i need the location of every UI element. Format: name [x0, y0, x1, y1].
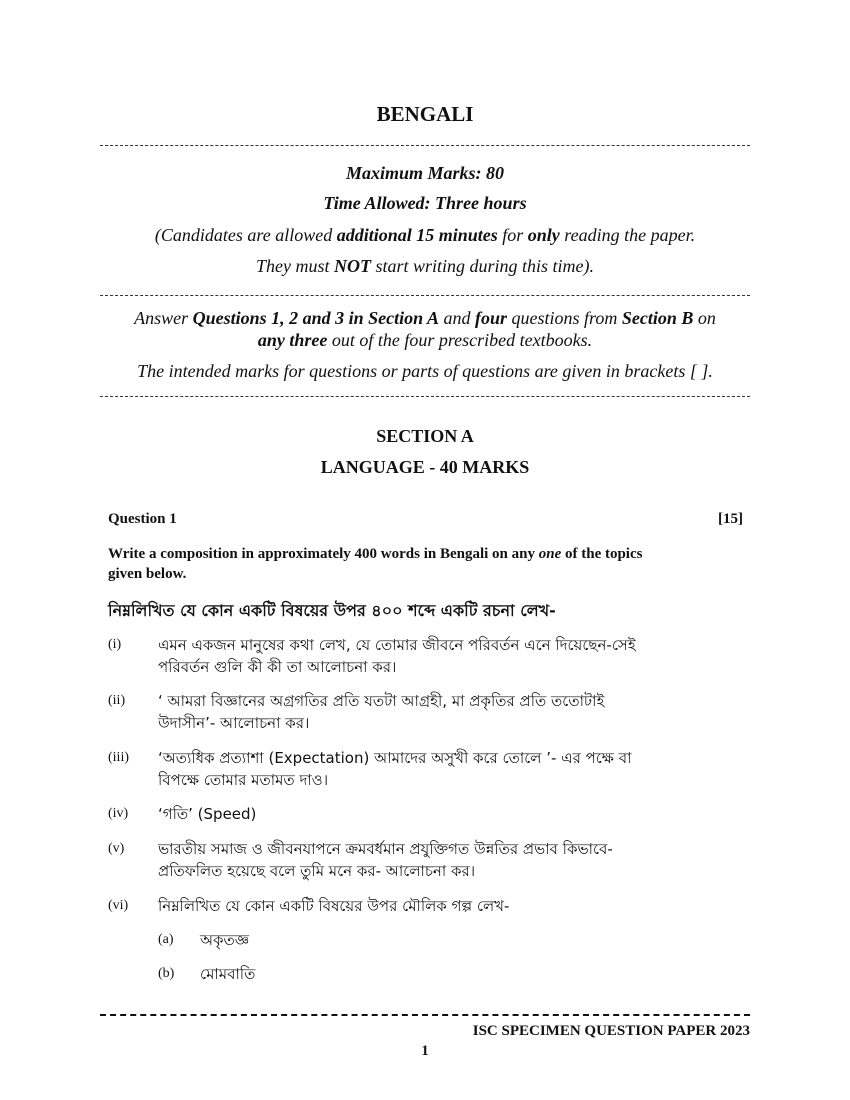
topic-item: এমন একজন মানুষের কথা লেখ, যে তোমার জীবনে পরিবর্তন এনে দিয়েছেন-সেই পরিবর্তন গুলি কী কী তা আলোচনা কর।	[158, 636, 636, 676]
answer-instruction-line2: any three out of the four prescribed textbooks.	[257, 330, 593, 350]
answer-instruction-line1: Answer Questions 1, 2 and 3 in Section A and four questions from Section B on	[134, 308, 716, 328]
item-number: (ii)	[108, 693, 126, 708]
item-number: (iii)	[108, 750, 129, 765]
subject-title: BENGALI	[376, 102, 474, 126]
divider	[100, 295, 750, 296]
item-number: (iv)	[108, 806, 129, 821]
topic-item: ‘গতি’ (Speed)	[158, 805, 257, 823]
footer-divider	[100, 1014, 750, 1016]
section-title: SECTION A	[376, 426, 474, 446]
marks-note: The intended marks for questions or parts of questions are given in brackets [ ].	[137, 361, 713, 381]
topic-item: ‘অত্যধিক প্রত্যাশা (Expectation) আমাদের অসুখী করে তোলে ’- এর পক্ষে বা বিপক্ষে তোমার মতামত দাও।	[158, 749, 632, 789]
item-number: (i)	[108, 637, 122, 652]
candidates-note-line2: They must NOT start writing during this time).	[255, 256, 595, 276]
question-marks: [15]	[718, 511, 743, 527]
question-instruction: Write a composition in approximately 400 words in Bengali on any one of the topics given below.	[108, 546, 643, 582]
footer-paper-title: ISC SPECIMEN QUESTION PAPER 2023	[472, 1023, 750, 1039]
candidates-note-line1: (Candidates are allowed additional 15 minutes for only reading the paper.	[154, 225, 696, 245]
question-label: Question 1	[108, 511, 177, 527]
max-marks: Maximum Marks: 80	[345, 163, 505, 183]
subitem-number: (b)	[158, 966, 175, 981]
subitem-number: (a)	[158, 932, 174, 947]
subitem-text: মোমবাতি	[200, 965, 256, 983]
topic-item: ভারতীয় সমাজ ও জীবনযাপনে ক্রমবর্ধমান প্রযুক্তিগত উন্নতির প্রভাব কিভাবে- প্রতিফলিত হয়েছে বলে তুমি মনে কর- আলোচনা কর।	[158, 840, 613, 880]
divider	[100, 396, 750, 397]
page-number: 1	[421, 1043, 429, 1059]
subitem-text: অকৃতজ্ঞ	[200, 931, 250, 949]
divider	[100, 145, 750, 146]
time-allowed: Time Allowed: Three hours	[323, 193, 527, 213]
topic-item: নিম্নলিখিত যে কোন একটি বিষয়ের উপর মৌলিক গল্প লেখ-	[158, 897, 510, 915]
bengali-heading: নিম্নলিখিত যে কোন একটি বিষয়ের উপর ৪০০ শব্দে একটি রচনা লেখ-	[108, 601, 556, 620]
item-number: (v)	[108, 841, 125, 856]
item-number: (vi)	[108, 898, 129, 913]
section-subtitle: LANGUAGE - 40 MARKS	[320, 457, 530, 477]
topic-item: ‘ আমরা বিজ্ঞানের অগ্রগতির প্রতি যতটা আগ্রহী, মা প্রকৃতির প্রতি ততোটাই উদাসীন’- আলোচনা কর।	[158, 692, 605, 732]
